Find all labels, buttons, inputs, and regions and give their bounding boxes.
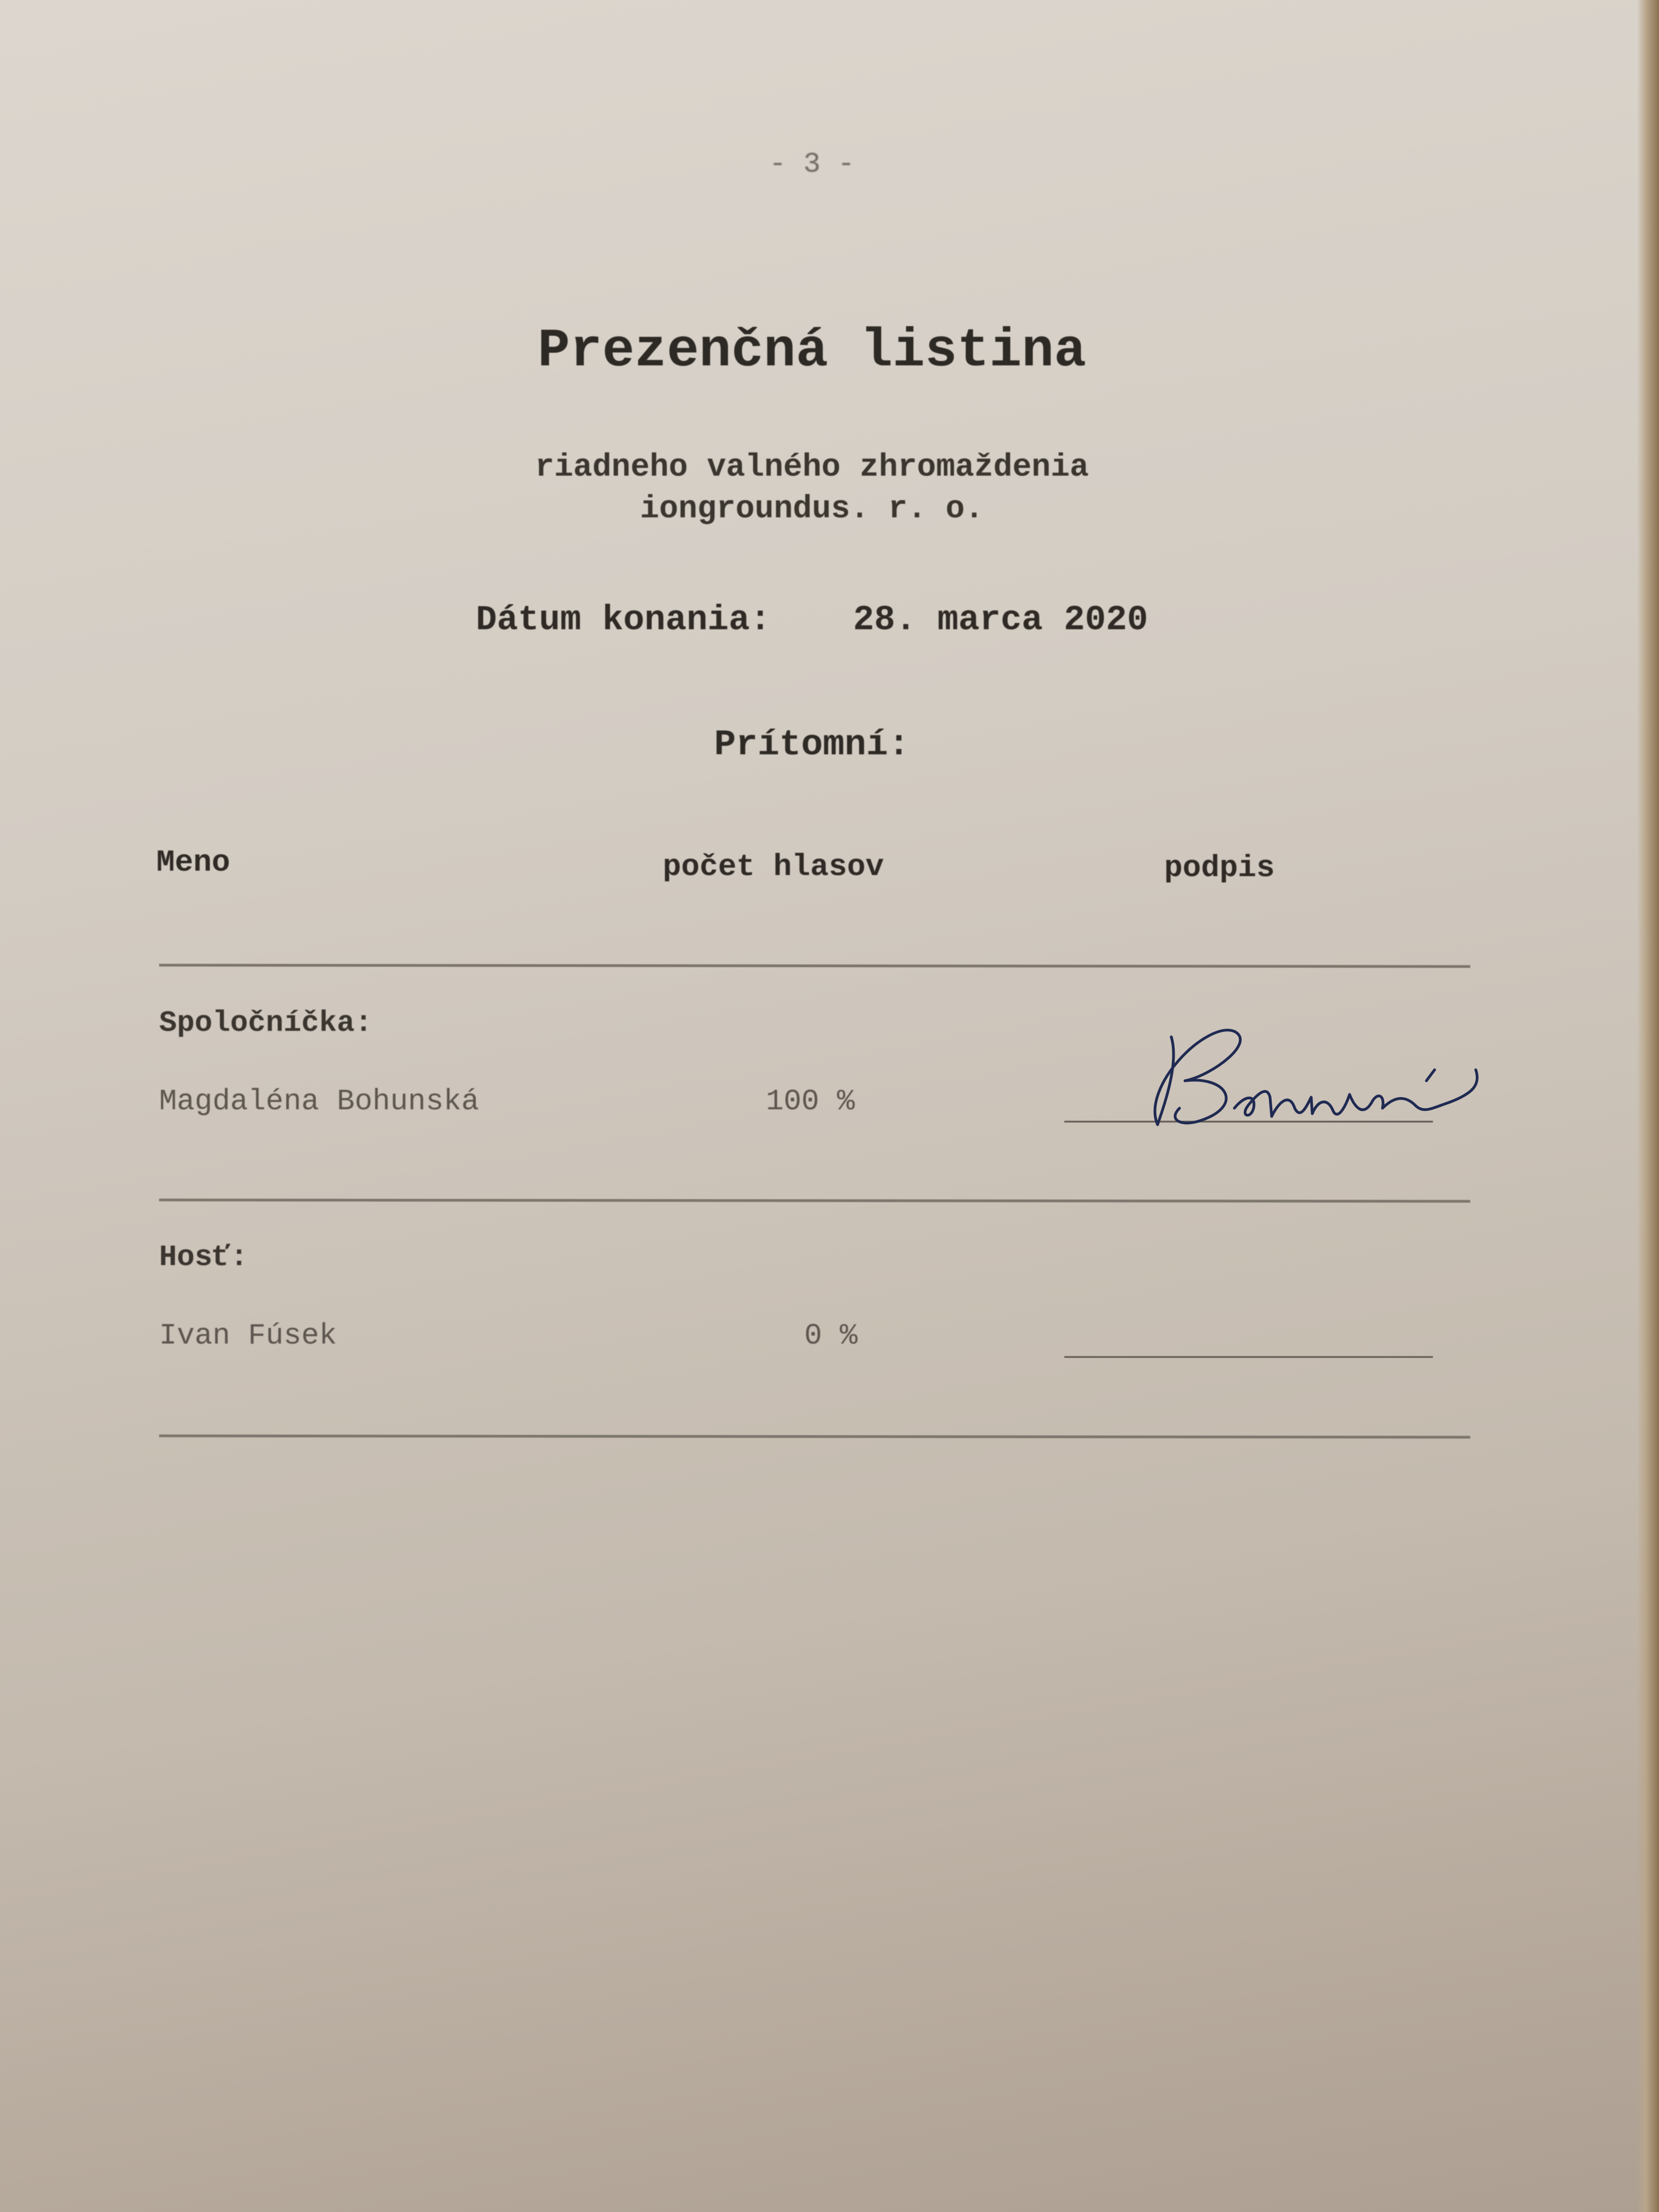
section-label-partner: Spoločníčka: (159, 1007, 373, 1040)
column-header-signature: podpis (1164, 850, 1275, 885)
table-rule-section-2 (159, 1435, 1470, 1439)
date-value: 28. marca 2020 (853, 601, 1148, 640)
attendee-name: Magdaléna Bohunská (159, 1085, 479, 1119)
handwritten-signature (1119, 998, 1503, 1141)
document-subtitle (0, 447, 1624, 531)
subtitle-line-1: riadneho valného zhromaždenia (535, 450, 1089, 486)
table-rule-header (159, 964, 1470, 968)
attendee-name: Ivan Fúsek (159, 1319, 337, 1353)
attendee-votes: 0 % (804, 1319, 858, 1353)
meeting-date-row (0, 601, 1624, 640)
column-header-votes: počet hlasov (663, 849, 884, 884)
column-header-name: Meno (156, 845, 230, 880)
document-title: Prezenčná listina (538, 321, 1086, 382)
page-number: - 3 - (769, 148, 855, 180)
table-rule-section-1 (159, 1199, 1470, 1203)
paper-edge (1637, 0, 1659, 2212)
section-label-guest: Hosť: (159, 1241, 249, 1274)
signature-line-empty (1064, 1356, 1433, 1358)
attendee-votes: 100 % (766, 1085, 855, 1119)
subtitle-line-2: iongroundus. r. o. (640, 492, 984, 527)
date-label: Dátum konania: (476, 601, 771, 640)
present-heading: Prítomní: (714, 724, 910, 765)
